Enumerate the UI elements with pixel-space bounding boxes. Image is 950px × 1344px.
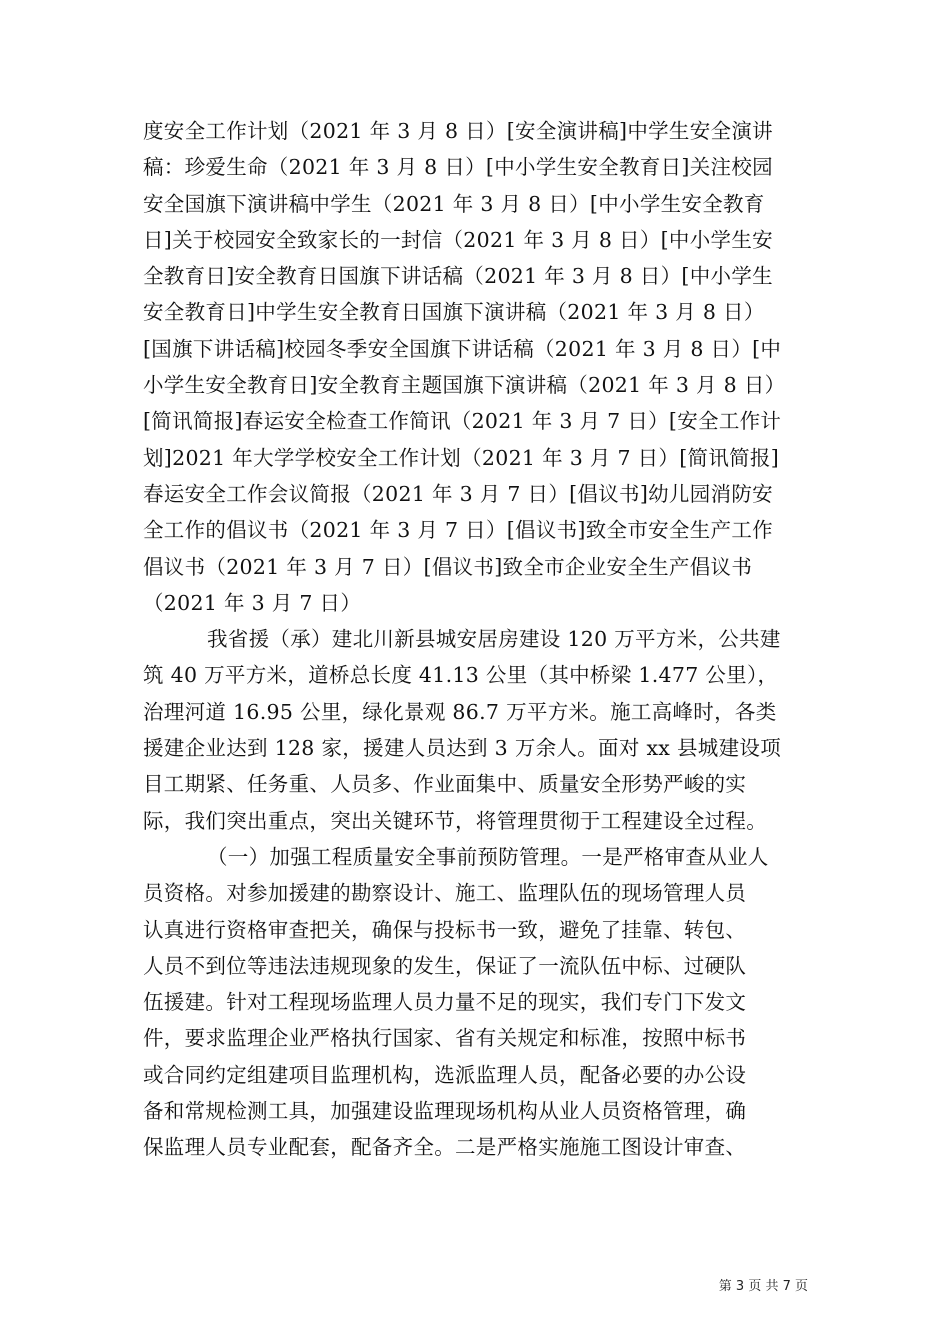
page-number-footer: 第 3 页 共 7 页 <box>718 1279 808 1294</box>
text-line: 稿：珍爱生命（2021 年 3 月 8 日）[中小学生安全教育日]关注校园 <box>143 155 773 180</box>
text-line: 件，要求监理企业严格执行国家、省有关规定和标准，按照中标书 <box>143 1026 747 1051</box>
text-line: 保监理人员专业配套，配备齐全。二是严格实施施工图设计审查、 <box>143 1135 747 1160</box>
text-line: 度安全工作计划（2021 年 3 月 8 日）[安全演讲稿]中学生安全演讲 <box>143 119 773 143</box>
text-line: 全工作的倡议书（2021 年 3 月 7 日）[倡议书]致全市安全生产工作 <box>143 518 773 543</box>
text-line: 治理河道 16.95 公里，绿化景观 86.7 万平方米。施工高峰时，各类 <box>143 699 777 724</box>
text-line: 划]2021 年大学学校安全工作计划（2021 年 3 月 7 日）[简讯简报] <box>143 445 780 470</box>
text-line: 全教育日]安全教育日国旗下讲话稿（2021 年 3 月 8 日）[中小学生 <box>143 264 773 289</box>
text-line: 际，我们突出重点，突出关键环节，将管理贯彻于工程建设全过程。 <box>143 808 767 833</box>
text-line: [简讯简报]春运安全检查工作简讯（2021 年 3 月 7 日）[安全工作计 <box>143 409 782 434</box>
text-line: 春运安全工作会议简报（2021 年 3 月 7 日）[倡议书]幼儿园消防安 <box>143 481 773 506</box>
text-line: （2021 年 3 月 7 日） <box>143 590 362 615</box>
text-line: 小学生安全教育日]安全教育主题国旗下演讲稿（2021 年 3 月 8 日） <box>143 373 786 398</box>
text-line: 我省援（承）建北川新县城安居房建设 120 万平方米，公共建 <box>207 627 781 652</box>
text-line: 目工期紧、任务重、人员多、作业面集中、质量安全形势严峻的实 <box>143 772 747 797</box>
text-line: 筑 40 万平方米，道桥总长度 41.13 公里（其中桥梁 1.477 公里）， <box>143 663 779 688</box>
text-line: （一）加强工程质量安全事前预防管理。一是严格审查从业人 <box>207 844 769 869</box>
text-line: 安全国旗下演讲稿中学生（2021 年 3 月 8 日）[中小学生安全教育 <box>143 191 765 216</box>
text-line: 认真进行资格审查把关，确保与投标书一致，避免了挂靠、转包、 <box>143 917 747 942</box>
text-line: 日]关于校园安全致家长的一封信（2021 年 3 月 8 日）[中小学生安 <box>143 227 773 252</box>
text-line: 员资格。对参加援建的勘察设计、施工、监理队伍的现场管理人员 <box>143 881 747 906</box>
text-line: 伍援建。针对工程现场监理人员力量不足的现实，我们专门下发文 <box>143 990 747 1015</box>
body-text <box>143 113 810 1166</box>
text-line: 备和常规检测工具，加强建设监理现场机构从业人员资格管理，确 <box>143 1099 747 1124</box>
text-line: [国旗下讲话稿]校园冬季安全国旗下讲话稿（2021 年 3 月 8 日）[中 <box>143 336 782 361</box>
text-line: 人员不到位等违法违规现象的发生，保证了一流队伍中标、过硬队 <box>143 953 747 978</box>
text-line: 倡议书（2021 年 3 月 7 日）[倡议书]致全市企业安全生产倡议书 <box>143 554 753 579</box>
text-line: 援建企业达到 128 家，援建人员达到 3 万余人。面对 xx 县城建设项 <box>143 736 781 761</box>
text-line: 或合同约定组建项目监理机构，选派监理人员，配备必要的办公设 <box>143 1062 747 1087</box>
text-line: 安全教育日]中学生安全教育日国旗下演讲稿（2021 年 3 月 8 日） <box>143 300 765 325</box>
